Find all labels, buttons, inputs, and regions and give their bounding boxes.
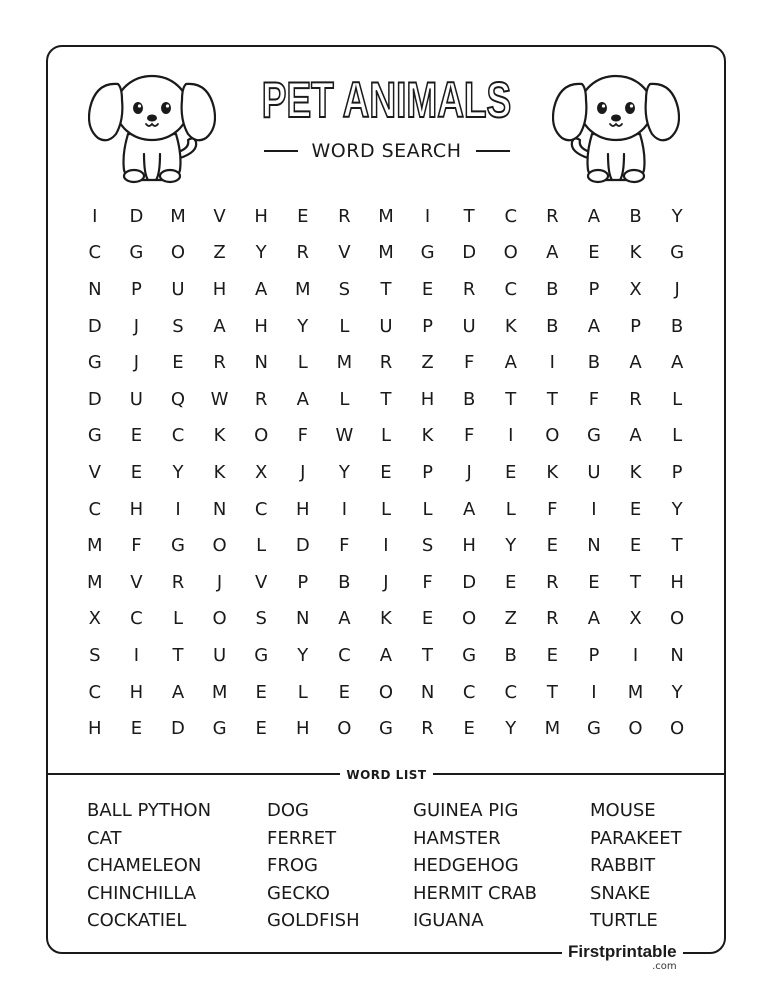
grid-letter: R [213,352,226,374]
grid-letter: R [546,608,559,630]
grid-letter: D [462,242,477,264]
grid-letter: E [130,425,143,447]
grid-letter: A [296,388,309,410]
grid-letter: A [670,352,684,374]
grid-letter: F [422,571,433,593]
word-list-column-2 [267,797,360,935]
grid-letter: V [338,242,351,264]
word-list-item: DOG [267,800,309,821]
grid-letter: Q [170,388,186,410]
grid-letter: U [129,388,143,410]
grid-letter: U [462,315,476,337]
grid-letter: G [212,718,227,740]
grid-letter: T [630,571,642,593]
word-list-column-3 [413,797,537,935]
grid-letter: A [171,681,185,703]
grid-letter: P [422,461,433,483]
grid-letter: S [421,535,434,557]
grid-letter: O [212,608,227,630]
grid-letter: G [87,425,102,447]
grid-letter: Z [504,608,517,630]
grid-letter: I [508,425,514,447]
grid-letter: Y [671,681,683,703]
grid-letter: I [549,352,555,374]
grid-letter: E [629,535,642,557]
word-list-item: PARAKEET [590,827,682,849]
grid-letter: E [546,535,559,557]
grid-letter: M [627,681,644,703]
grid-letter: S [89,644,101,666]
letter-grid [74,198,698,747]
grid-letter: E [629,498,642,520]
grid-letter: C [504,278,518,300]
grid-letter: M [170,205,186,227]
grid-letter: G [420,242,435,264]
grid-letter: U [212,644,227,666]
grid-letter: H [129,498,144,520]
word-list-item: GUINEA PIG [413,800,519,821]
grid-letter: H [295,498,310,520]
grid-letter: Y [338,461,350,483]
grid-letter: K [213,425,226,447]
grid-letter: G [87,352,102,374]
grid-letter: A [213,315,226,337]
grid-letter: D [462,571,477,593]
grid-letter: D [295,535,310,557]
grid-letter: J [216,571,223,593]
word-list-item: MOUSE [590,800,656,821]
grid-letter: A [504,352,517,374]
grid-letter: M [336,352,353,374]
word-list-item: HEDGEHOG [413,855,519,876]
grid-letter: B [338,571,351,593]
grid-letter: V [255,571,268,593]
subtitle-row [0,140,773,162]
grid-letter: G [462,644,477,666]
grid-letter: N [88,278,102,300]
grid-letter: W [335,425,354,447]
grid-letter: D [129,205,144,227]
grid-letter: R [171,571,185,593]
grid-letter: R [629,388,642,410]
grid-letter: H [129,681,144,703]
page-title: PET ANIMALS [261,72,512,128]
grid-letter: P [297,571,309,593]
grid-letter: O [670,608,685,630]
grid-letter: B [546,278,559,300]
grid-letter: A [629,425,642,447]
grid-letter: I [175,498,181,520]
grid-letter: K [504,315,517,337]
grid-letter: H [254,315,268,337]
grid-letter: T [380,388,392,410]
grid-letter: T [546,681,558,703]
grid-letter: Z [213,242,226,264]
grid-letter: D [87,388,102,410]
subtitle-dash-left [264,150,298,152]
grid-letter: A [462,498,476,520]
grid-letter: X [629,608,642,630]
grid-letter: F [588,388,600,410]
grid-letter: O [503,242,518,264]
grid-letter: C [88,498,102,520]
grid-letter: Y [297,644,309,666]
grid-letter: J [300,461,306,483]
grid-letter: O [212,535,227,557]
grid-letter: O [337,718,352,740]
grid-letter: L [422,498,433,520]
grid-letter: Y [172,461,184,483]
grid-letter: G [670,242,685,264]
grid-letter: Y [671,205,683,227]
grid-letter: S [255,608,267,630]
grid-letter: I [133,644,140,666]
grid-letter: V [130,571,143,593]
grid-letter: R [379,352,393,374]
word-list-column-1 [87,797,211,935]
grid-letter: N [420,681,435,703]
grid-letter: E [297,205,309,227]
grid-letter: I [424,205,431,227]
grid-letter: C [171,425,185,447]
grid-letter: T [671,535,683,557]
grid-letter: E [546,644,559,666]
grid-letter: Y [505,718,517,740]
word-list-item: CHAMELEON [87,855,202,876]
grid-letter: I [591,681,597,703]
word-list-item: TURTLE [590,910,658,931]
grid-letter: T [463,205,475,227]
grid-letter: O [670,718,685,740]
grid-letter: M [544,718,561,740]
grid-letter: U [379,315,393,337]
grid-letter: W [210,388,229,410]
grid-letter: G [254,644,269,666]
grid-letter: M [87,571,103,593]
grid-letter: R [462,278,476,300]
word-list-item: SNAKE [590,882,651,904]
grid-letter: H [462,535,476,557]
grid-letter: L [505,498,516,520]
grid-letter: B [504,644,517,666]
word-list-heading [0,764,773,783]
grid-letter: S [172,315,184,337]
grid-letter: C [88,242,102,264]
word-list-label: WORD LIST [340,768,432,782]
grid-letter: K [421,425,434,447]
grid-letter: C [130,608,143,630]
grid-letter: K [380,608,392,630]
grid-letter: N [296,608,310,630]
grid-letter: E [463,718,475,740]
grid-letter: E [588,571,600,593]
grid-letter: A [629,352,642,374]
grid-letter: K [629,242,642,264]
grid-letter: E [130,718,143,740]
grid-letter: O [170,242,186,264]
grid-letter: C [504,681,518,703]
grid-letter: U [171,278,185,300]
grid-letter: T [172,644,184,666]
grid-letter: X [255,461,268,483]
grid-letter: A [587,205,601,227]
grid-letter: C [88,681,102,703]
grid-letter: S [338,278,351,300]
grid-letter: C [504,205,518,227]
grid-letter: E [421,278,434,300]
grid-letter: H [295,718,310,740]
grid-letter: L [172,608,183,630]
grid-letter: M [378,242,394,264]
word-list-item: FROG [267,855,318,876]
word-list-item: FERRET [267,827,337,849]
grid-letter: E [505,461,517,483]
grid-letter: Y [255,242,267,264]
grid-letter: N [212,498,227,520]
word-list-item: IGUANA [413,910,484,931]
grid-letter: B [546,315,559,337]
grid-letter: L [256,535,267,557]
grid-letter: P [130,278,142,300]
grid-letter: E [255,681,267,703]
grid-letter: R [546,205,559,227]
grid-letter: B [629,205,642,227]
grid-letter: R [421,718,434,740]
grid-letter: B [587,352,601,374]
grid-letter: B [462,388,476,410]
word-list-item: GECKO [267,882,330,904]
grid-letter: L [297,681,308,703]
grid-letter: K [629,461,642,483]
grid-letter: L [339,388,350,410]
grid-letter: L [339,315,350,337]
grid-letter: T [422,644,434,666]
grid-letter: P [588,278,600,300]
grid-letter: G [586,718,601,740]
grid-letter: A [379,644,393,666]
grid-letter: F [547,498,558,520]
grid-letter: R [338,205,351,227]
brand-name: Firstprintable [568,942,677,961]
grid-letter: I [383,535,389,557]
grid-letter: H [670,571,684,593]
grid-letter: I [632,644,639,666]
word-list-item: HAMSTER [413,827,501,849]
grid-letter: M [211,681,228,703]
grid-letter: O [628,718,643,740]
grid-letter: I [92,205,98,227]
grid-letter: T [546,388,558,410]
grid-letter: N [587,535,601,557]
grid-letter: P [422,315,433,337]
grid-letter: E [255,718,267,740]
grid-letter: R [296,242,310,264]
grid-letter: X [629,278,642,300]
grid-letter: E [421,608,434,630]
grid-letter: V [88,461,101,483]
grid-letter: A [338,608,351,630]
grid-letter: F [297,425,308,447]
grid-letter: Z [421,352,434,374]
subtitle-dash-right [476,150,510,152]
grid-letter: G [171,535,185,557]
grid-letter: T [380,278,392,300]
grid-letter: A [587,315,601,337]
grid-letter: A [255,278,268,300]
grid-letter: O [462,608,477,630]
word-list-item: HERMIT CRAB [413,882,537,904]
grid-letter: O [545,425,560,447]
grid-letter: H [88,718,102,740]
grid-letter: Y [671,498,683,520]
grid-letter: E [338,681,351,703]
grid-letter: O [254,425,269,447]
brand-logo [562,943,683,973]
grid-letter: L [297,352,308,374]
grid-letter: L [672,388,683,410]
grid-letter: F [463,352,475,374]
word-list-column-4 [590,797,682,935]
grid-letter: G [378,718,393,740]
grid-letter: L [380,498,391,520]
grid-letter: E [380,461,392,483]
word-list-item: GOLDFISH [267,910,360,931]
grid-letter: G [129,242,144,264]
grid-letter: A [546,242,559,264]
grid-letter: N [254,352,268,374]
word-list-item: CHINCHILLA [87,882,197,904]
grid-letter: I [591,498,597,520]
grid-letter: M [295,278,311,300]
grid-letter: C [462,681,476,703]
grid-letter: Y [297,315,309,337]
grid-letter: J [133,315,140,337]
grid-letter: P [630,315,641,337]
grid-letter: R [546,571,559,593]
grid-letter: E [130,461,143,483]
grid-letter: L [672,425,683,447]
grid-letter: Y [505,535,517,557]
grid-letter: X [88,608,101,630]
grid-letter: V [213,205,226,227]
grid-letter: L [380,425,391,447]
grid-letter: M [378,205,394,227]
word-list-item: RABBIT [590,855,656,876]
grid-letter: C [254,498,268,520]
grid-letter: D [87,315,102,337]
grid-letter: J [466,461,472,483]
grid-letter: B [670,315,684,337]
grid-letter: G [586,425,601,447]
grid-letter: K [546,461,559,483]
grid-letter: J [383,571,389,593]
grid-letter: P [671,461,683,483]
grid-letter: A [587,608,601,630]
grid-letter: M [87,535,103,557]
grid-letter: E [172,352,184,374]
grid-letter: H [254,205,268,227]
brand-suffix: .com [652,961,677,972]
word-list-item: BALL PYTHON [87,800,212,821]
grid-letter: F [463,425,475,447]
grid-letter: H [212,278,227,300]
grid-letter: T [505,388,517,410]
grid-letter: R [254,388,268,410]
grid-letter: D [171,718,185,740]
grid-letter: N [670,644,684,666]
grid-letter: H [420,388,435,410]
page-subtitle: WORD SEARCH [311,140,462,162]
grid-letter: K [213,461,226,483]
grid-letter: J [133,352,140,374]
grid-letter: U [587,461,601,483]
word-list-item: COCKATIEL [87,910,187,931]
grid-letter: F [339,535,350,557]
grid-letter: O [378,681,394,703]
grid-letter: E [588,242,600,264]
grid-letter: I [341,498,348,520]
grid-letter: J [674,278,680,300]
grid-letter: C [338,644,351,666]
word-list-item: CAT [87,827,122,849]
grid-letter: E [505,571,517,593]
grid-letter: F [131,535,142,557]
grid-letter: P [588,644,600,666]
